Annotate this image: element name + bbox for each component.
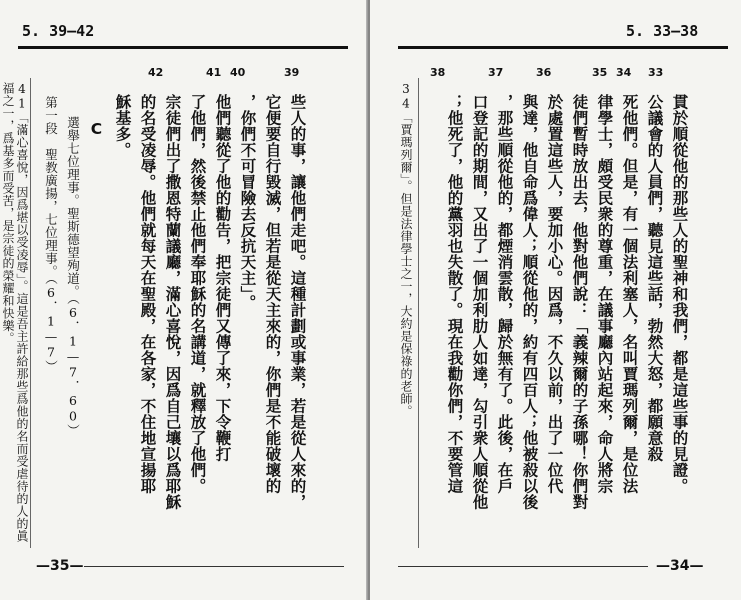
text-column: 與達，他自命爲偉人；順從他的，約有四百人；他被殺以後 <box>520 94 540 510</box>
footnote-divider <box>30 78 31 548</box>
section-title: 選舉七位理事。聖斯德望殉道。（6．1—7．60） <box>65 116 81 437</box>
text-column: ；他死了，他的黨羽也失散了。現在我勸你們，不要管這 <box>445 94 465 494</box>
footnote-line: 福之一，爲基多而受苦，是宗徒的榮耀和快樂。 <box>1 82 15 345</box>
text-column: 些人的事，讓他們走吧。這種計劃或事業，若是從人來的， <box>288 94 308 510</box>
page-header: 5. 39—42 <box>22 22 95 40</box>
text-column: 貫於順從他的那些人的聖神和我們，都是這些事的見證。 <box>670 94 690 494</box>
left-page <box>0 0 368 600</box>
text-column: 宗徒們出了撒恩特蘭議廳，滿心喜悅，因爲自己壤以爲耶穌 <box>163 94 183 510</box>
footer-rule <box>398 566 648 567</box>
verse-number: 38 <box>430 66 446 79</box>
verse-number: 37 <box>488 66 504 79</box>
header-rule <box>398 46 728 49</box>
text-column: 死他們。但是，有一個法利塞人，名叫賈瑪列爾，是位法 <box>620 94 640 494</box>
text-column: ，那些順從他的，都煙消雲散，歸於無有了。此後，在戶 <box>495 94 515 494</box>
footnote-line: 34「賈瑪列爾」。但是法律學士之一，大約是保祿的老師。 <box>399 82 413 418</box>
footnote-divider <box>418 78 419 548</box>
verse-number: 33 <box>648 66 664 79</box>
verse-number: 40 <box>230 66 246 79</box>
right-page <box>370 0 741 600</box>
verse-number: 36 <box>536 66 552 79</box>
text-column: 徒們暫時放出去，他對他們說：「義辣爾的子孫哪！你們對 <box>570 94 590 510</box>
text-column: 於處置這些人，要加小心。因爲，不久以前，出了一位代 <box>545 94 565 494</box>
footnote-line: 41「滿心喜悅，因爲堪以受凌辱」。這是吾主許給那些爲他的名而受虐待的人的眞 <box>15 82 29 543</box>
text-column: 穌基多。 <box>113 94 133 158</box>
text-column: 了他們，然後禁止他們奉耶穌的名講道，就釋放了他們。 <box>188 94 208 494</box>
footer-rule <box>84 566 344 567</box>
text-column: 的名受凌辱。他們就每天在聖殿，在各家，不住地宣揚耶 <box>138 94 158 494</box>
text-column: 口登記的期間，又出了一個加利肋人如達，勾引衆人順從他 <box>470 94 490 510</box>
section-heading: C <box>87 120 106 139</box>
text-column: 公議會的人員們，聽見這些話，勃然大怒，都願意殺 <box>645 94 665 462</box>
header-rule <box>18 46 348 49</box>
verse-number: 41 <box>206 66 222 79</box>
section-subtitle: 第一段 聖教廣揚，七位理事。（6．1—7） <box>43 96 59 373</box>
text-column: 它便要自行毀滅，但若是從天主來的，你們是不能破壞的 <box>263 94 283 494</box>
page-header: 5. 33—38 <box>626 22 699 40</box>
text-column: 他們聽從了他的勸告，把宗徒們又傳了來，下令鞭打 <box>213 94 233 462</box>
page-number: —35— <box>36 558 84 574</box>
verse-number: 39 <box>284 66 300 79</box>
text-column: ，你們不可冒險去反抗天主」。 <box>238 94 258 311</box>
verse-number: 42 <box>148 66 164 79</box>
page-number: —34— <box>656 558 704 574</box>
text-column: 律學士，頗受民衆的尊重，在議事廳內站起來，命人將宗 <box>595 94 615 494</box>
verse-number: 34 <box>616 66 632 79</box>
verse-number: 35 <box>592 66 608 79</box>
